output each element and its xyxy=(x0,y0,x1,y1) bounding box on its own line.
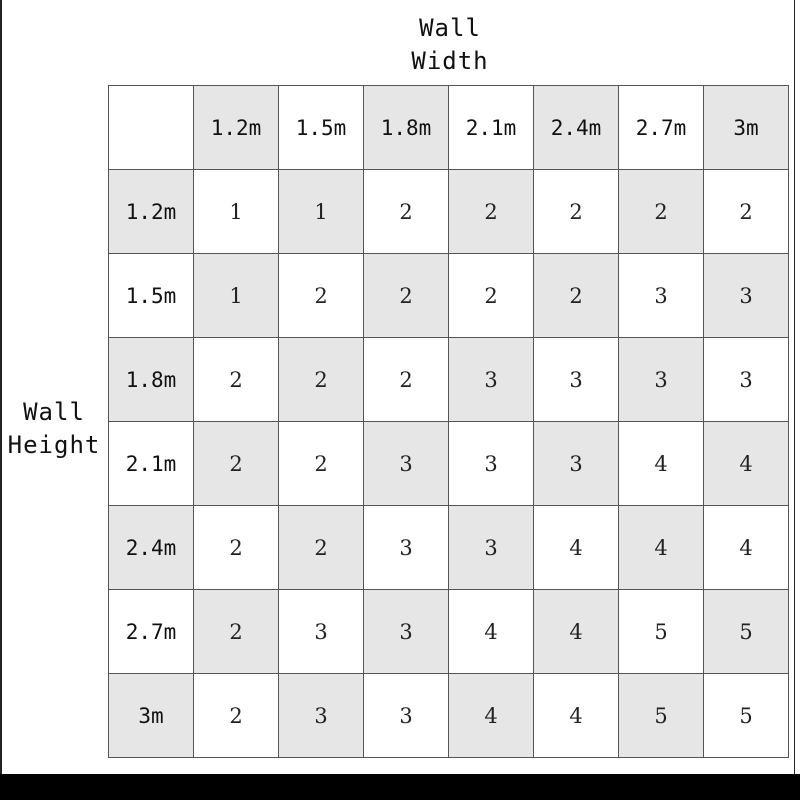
table-cell: 3 xyxy=(279,674,364,758)
table-cell: 3 xyxy=(364,674,449,758)
row-header: 2.7m xyxy=(109,590,194,674)
row-header: 1.2m xyxy=(109,170,194,254)
table-row xyxy=(109,506,789,590)
corner-cell xyxy=(109,86,194,170)
row-axis-title xyxy=(4,396,104,462)
table-cell: 3 xyxy=(449,506,534,590)
table-cell: 4 xyxy=(704,506,789,590)
column-axis-title xyxy=(380,12,520,78)
column-axis-title-line1: Wall xyxy=(419,14,481,42)
table-row xyxy=(109,170,789,254)
row-axis-title-line2: Height xyxy=(7,431,101,459)
table-cell: 3 xyxy=(704,338,789,422)
table-cell: 2 xyxy=(279,422,364,506)
table-cell: 2 xyxy=(364,338,449,422)
row-header: 3m xyxy=(109,674,194,758)
column-header: 2.1m xyxy=(449,86,534,170)
table-cell: 3 xyxy=(364,506,449,590)
table-cell: 3 xyxy=(279,590,364,674)
table-cell: 2 xyxy=(449,170,534,254)
table-cell: 2 xyxy=(534,254,619,338)
table-cell: 4 xyxy=(534,674,619,758)
table-cell: 2 xyxy=(194,422,279,506)
table-cell: 3 xyxy=(704,254,789,338)
table-cell: 3 xyxy=(619,338,704,422)
table-cell: 5 xyxy=(619,674,704,758)
table-cell: 3 xyxy=(364,422,449,506)
table-cell: 2 xyxy=(279,254,364,338)
table-cell: 2 xyxy=(194,338,279,422)
column-header: 1.2m xyxy=(194,86,279,170)
table-cell: 5 xyxy=(619,590,704,674)
row-axis-title-line1: Wall xyxy=(23,398,85,426)
wall-size-table xyxy=(108,85,789,758)
table-row xyxy=(109,254,789,338)
table-row xyxy=(109,590,789,674)
table-cell: 4 xyxy=(449,674,534,758)
table-cell: 4 xyxy=(534,506,619,590)
bottom-bar xyxy=(0,774,800,800)
table-cell: 5 xyxy=(704,590,789,674)
table-cell: 4 xyxy=(704,422,789,506)
table-cell: 2 xyxy=(364,254,449,338)
column-axis-title-line2: Width xyxy=(411,47,489,75)
row-header: 2.4m xyxy=(109,506,194,590)
table-cell: 4 xyxy=(449,590,534,674)
column-header: 1.5m xyxy=(279,86,364,170)
table-cell: 2 xyxy=(534,170,619,254)
table-cell: 2 xyxy=(194,674,279,758)
table-cell: 3 xyxy=(364,590,449,674)
table-cell: 2 xyxy=(619,170,704,254)
table-row xyxy=(109,674,789,758)
table-row xyxy=(109,422,789,506)
table-cell: 1 xyxy=(194,170,279,254)
column-header: 3m xyxy=(704,86,789,170)
column-header: 1.8m xyxy=(364,86,449,170)
table-row xyxy=(109,338,789,422)
table-cell: 2 xyxy=(279,506,364,590)
table-cell: 3 xyxy=(534,338,619,422)
table-cell: 2 xyxy=(449,254,534,338)
table-cell: 2 xyxy=(194,590,279,674)
table-cell: 2 xyxy=(364,170,449,254)
table-cell: 3 xyxy=(619,254,704,338)
table-cell: 4 xyxy=(619,422,704,506)
column-header: 2.7m xyxy=(619,86,704,170)
row-header: 2.1m xyxy=(109,422,194,506)
column-header: 2.4m xyxy=(534,86,619,170)
table-cell: 2 xyxy=(279,338,364,422)
table-cell: 4 xyxy=(619,506,704,590)
table-cell: 3 xyxy=(449,338,534,422)
table-cell: 2 xyxy=(704,170,789,254)
row-header: 1.5m xyxy=(109,254,194,338)
table-cell: 3 xyxy=(449,422,534,506)
table-cell: 1 xyxy=(194,254,279,338)
table-cell: 5 xyxy=(704,674,789,758)
header-row xyxy=(109,86,789,170)
table-cell: 4 xyxy=(534,590,619,674)
row-header: 1.8m xyxy=(109,338,194,422)
table-cell: 3 xyxy=(534,422,619,506)
table-cell: 2 xyxy=(194,506,279,590)
table-cell: 1 xyxy=(279,170,364,254)
